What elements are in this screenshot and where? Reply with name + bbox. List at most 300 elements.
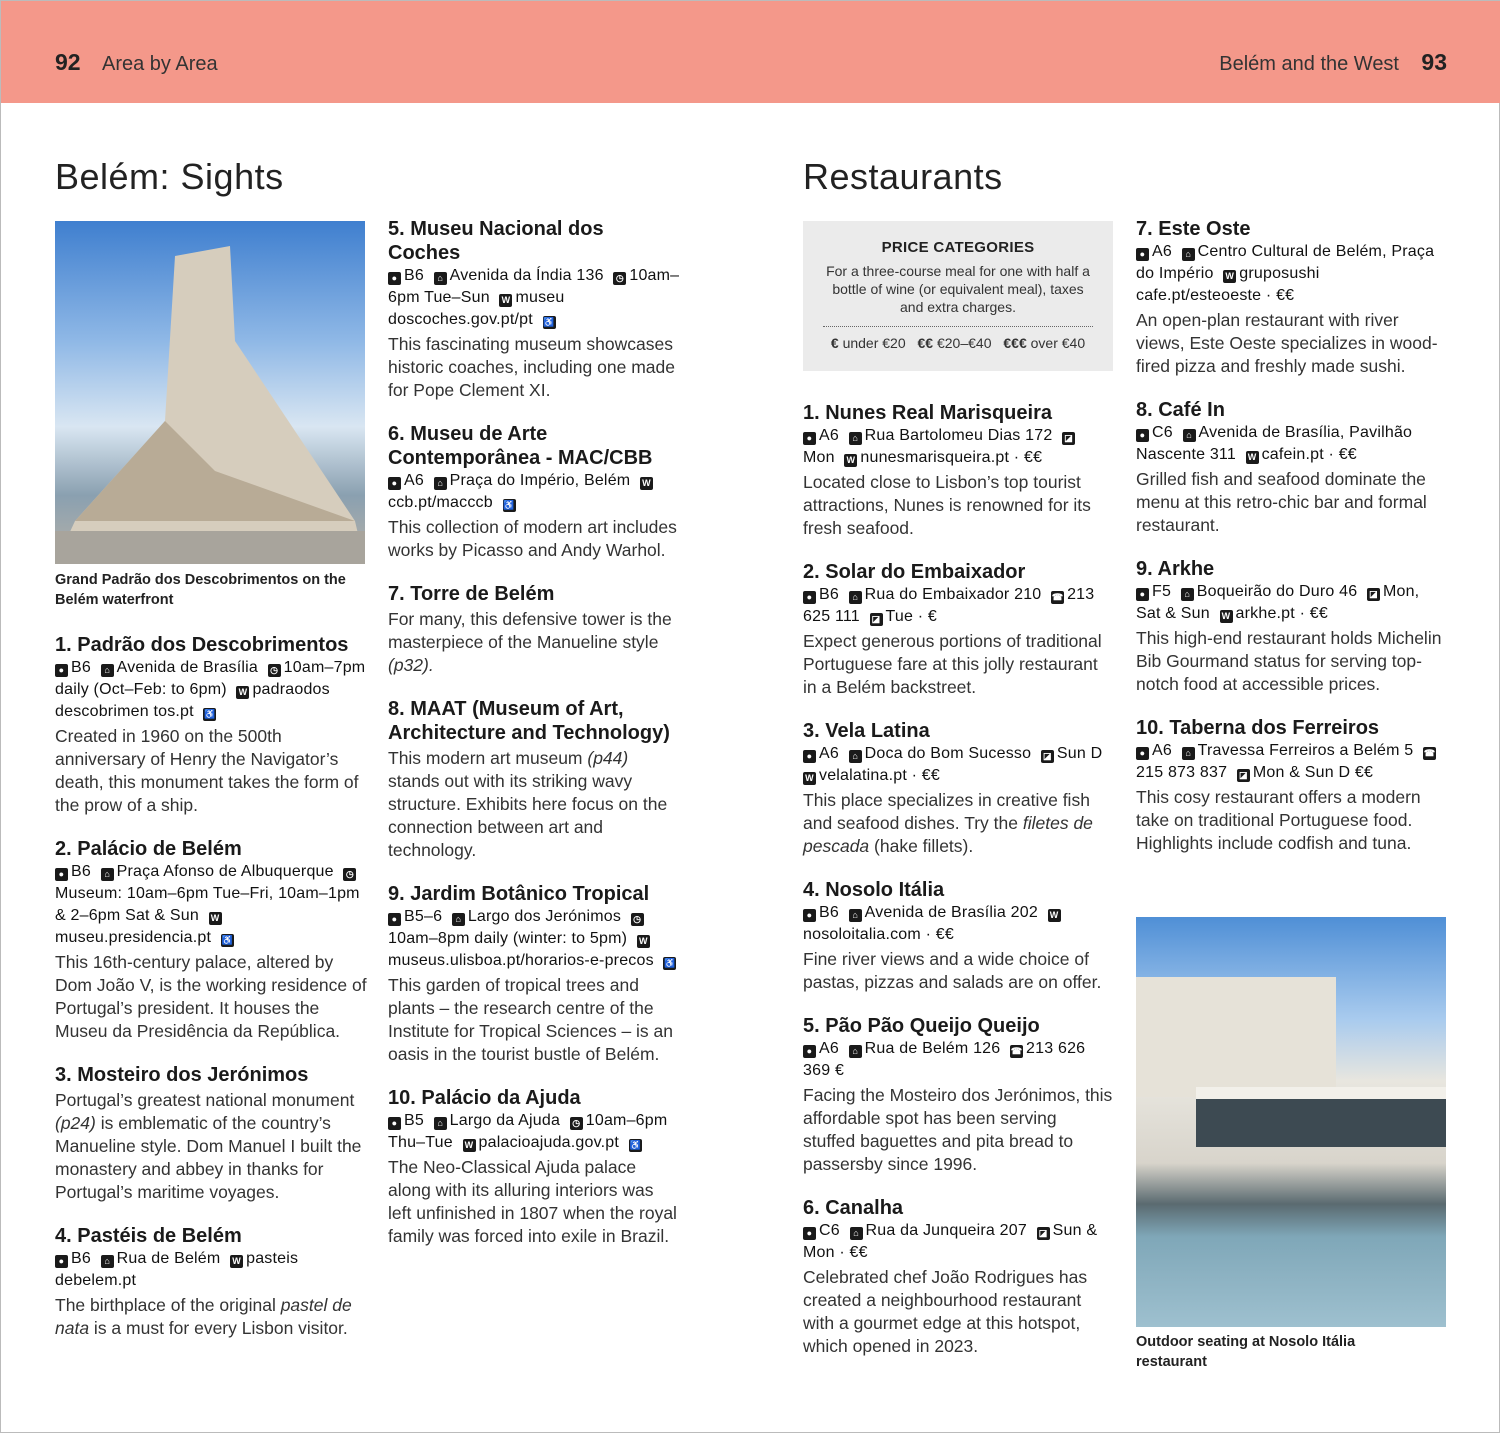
list-item (803, 719, 1113, 858)
description-text: Located close to Lisbon’s top tourist attractions, Nunes is renowned for its fresh seafood. (803, 472, 1091, 538)
clock-text: 10am–8pm daily (winter: to 5pm) (388, 930, 628, 947)
pin-text: A6 (819, 1040, 839, 1057)
map-pin-icon: ● (1136, 248, 1149, 261)
addr-text: Avenida de Brasília, Pavilhão Nascente 311 (1136, 424, 1413, 463)
entry-description (803, 630, 1113, 699)
sights-column-2 (388, 217, 680, 1268)
description-text: Celebrated chef João Rodrigues has created a neighbourhood restaurant with a gourmet edge at this hotspot, which opened in 2023. (803, 1267, 1088, 1356)
address-icon: ⌂ (849, 909, 862, 922)
address-icon: ⌂ (850, 1227, 863, 1240)
list-item (55, 633, 367, 817)
info-pin (388, 1112, 424, 1129)
clock-text: Museum: 10am–6pm Tue–Fri, 10am–1pm & 2–6pm Sat & Sun (55, 885, 360, 924)
address-icon: ⌂ (849, 1045, 862, 1058)
info-addr (849, 904, 1038, 921)
description-text: Created in 1960 on the 500th anniversary of Henry the Navigator’s death, this monument takes the form of the prow of a ship. (55, 726, 359, 815)
closed-icon: ◪ (870, 613, 883, 626)
phone-icon: ☎ (1423, 748, 1436, 758)
list-item (55, 1063, 367, 1204)
description-text: is a must for every Lisbon visitor. (89, 1318, 348, 1338)
entry-title: 2. Palácio de Belém (55, 838, 242, 860)
description-text: The birthplace of the original (55, 1295, 281, 1315)
closed-text: Mon & Sun D €€ (1252, 764, 1374, 781)
addr-text: Rua de Belém (116, 1250, 221, 1267)
addr-text: Doca do Bom Sucesso (864, 745, 1032, 762)
map-pin-icon: ● (803, 750, 816, 763)
phone-text: 213 625 111 (803, 586, 1095, 625)
address-icon: ⌂ (434, 477, 447, 490)
entry-description (1136, 309, 1448, 378)
entry-title: 5. Pão Pão Queijo Queijo (803, 1015, 1040, 1037)
website-icon: W (230, 1255, 243, 1268)
entry-description (388, 1156, 680, 1248)
closed-icon: ◪ (1062, 432, 1075, 445)
entry-info (803, 743, 1113, 787)
addr-text: Rua Bartolomeu Dias 172 (864, 427, 1053, 444)
addr-text: Rua do Embaixador 210 (864, 586, 1042, 603)
list-item (388, 1086, 680, 1248)
list-item (1136, 557, 1448, 696)
website-icon: W (803, 772, 816, 785)
map-pin-icon: ● (803, 909, 816, 922)
entry-title: 7. Torre de Belém (388, 583, 555, 605)
list-item (803, 560, 1113, 699)
info-pin (55, 863, 91, 880)
description-text: This place specializes in creative fish and seafood dishes. Try the (803, 790, 1090, 833)
list-item (803, 401, 1113, 540)
list-item (803, 878, 1113, 994)
addr-text: Centro Cultural de Belém, Praça do Império (1136, 243, 1435, 282)
list-item (1136, 217, 1448, 378)
info-pin (1136, 742, 1172, 759)
info-pin (803, 1040, 839, 1057)
entry-title: 9. Jardim Botânico Tropical (388, 883, 650, 905)
entry-title: 7. Este Oste (1136, 218, 1251, 240)
web-text[interactable]: cafein.pt · €€ (1261, 446, 1357, 463)
map-pin-icon: ● (1136, 747, 1149, 760)
entry-info (55, 657, 367, 723)
address-icon: ⌂ (101, 664, 114, 677)
left-section-title: Area by Area (102, 53, 218, 75)
entry-description (388, 747, 680, 862)
clock-icon: ◷ (631, 913, 644, 926)
description-text: This garden of tropical trees and plants – the research centre of the Institute for Tropical Sciences – is an oasis in the tourist bustle of Belém. (388, 975, 673, 1064)
entry-info (1136, 422, 1448, 466)
entry-description (1136, 786, 1448, 855)
restaurant-illustration (1136, 917, 1446, 1327)
website-icon: W (236, 686, 249, 699)
info-addr (849, 745, 1032, 762)
description-text: This fascinating museum showcases historic coaches, including one made for Pope Clement XI. (388, 334, 675, 400)
description-text: is emblematic of the country’s Manueline style. Dom Manuel I built the monastery and abbey in thanks for Portugal’s maritime voyages. (55, 1113, 362, 1202)
pin-text: B6 (819, 586, 839, 603)
web-text[interactable]: arkhe.pt · €€ (1235, 605, 1328, 622)
entry-description (803, 789, 1113, 858)
description-text: The Neo-Classical Ajuda palace along with its alluring interiors was left unfinished in 1807 when the royal family was forced into exile in Brazil. (388, 1157, 677, 1246)
phone-icon: ☎ (1010, 1046, 1023, 1056)
address-icon: ⌂ (101, 868, 114, 881)
entry-description (55, 951, 367, 1043)
address-icon: ⌂ (1183, 429, 1196, 442)
info-addr (849, 586, 1042, 603)
description-text: (hake fillets). (869, 836, 974, 856)
info-addr (434, 1112, 560, 1129)
description-text: (p44) (587, 748, 629, 768)
pin-text: C6 (1152, 424, 1173, 441)
entry-description (55, 1089, 367, 1204)
info-access (663, 952, 679, 969)
info-web (803, 767, 940, 784)
list-item (803, 1014, 1113, 1176)
closed-icon: ◪ (1037, 1227, 1050, 1240)
info-web (1246, 446, 1357, 463)
sights-photo-caption: Grand Padrão dos Descobrimentos on the Belém waterfront (55, 572, 346, 608)
map-pin-icon: ● (388, 1117, 401, 1130)
address-icon: ⌂ (1182, 248, 1195, 261)
list-item (388, 697, 680, 862)
accessible-icon: ♿ (629, 1140, 641, 1150)
addr-text: Avenida de Brasília (116, 659, 259, 676)
map-pin-icon: ● (803, 432, 816, 445)
clock-icon: ◷ (268, 664, 281, 677)
info-pin (1136, 243, 1172, 260)
address-icon: ⌂ (1182, 747, 1195, 760)
restaurants-column-2 (1136, 217, 1448, 875)
web-text[interactable]: museu.presidencia.pt (55, 929, 212, 946)
entry-title: 3. Mosteiro dos Jerónimos (55, 1064, 309, 1086)
entry-title: 8. MAAT (Museum of Art, Architecture and Technology) (388, 698, 670, 744)
map-pin-icon: ● (388, 913, 401, 926)
web-text[interactable]: museu doscoches.gov.pt/pt (388, 289, 565, 328)
list-item (388, 217, 680, 402)
pin-text: A6 (1152, 742, 1172, 759)
price-range: under €20 (842, 335, 906, 351)
entry-description (388, 333, 680, 402)
pin-text: B6 (71, 659, 91, 676)
restaurants-column-1 (803, 221, 1113, 1378)
entry-info (55, 861, 367, 949)
price-box-title: PRICE CATEGORIES (881, 239, 1035, 256)
info-pin (803, 1222, 840, 1239)
address-icon: ⌂ (434, 1117, 447, 1130)
divider (823, 326, 1093, 327)
description-text: Portugal’s greatest national monument (55, 1090, 355, 1110)
address-icon: ⌂ (849, 591, 862, 604)
address-icon: ⌂ (434, 272, 447, 285)
address-icon: ⌂ (101, 1255, 114, 1268)
list-item (388, 582, 680, 677)
price-symbol: €€€ (1003, 335, 1027, 351)
map-pin-icon: ● (1136, 429, 1149, 442)
addr-text: Boqueirão do Duro 46 (1196, 583, 1358, 600)
pin-text: A6 (1152, 243, 1172, 260)
address-icon: ⌂ (849, 432, 862, 445)
clock-text: 10am–6pm Thu–Tue (388, 1112, 668, 1151)
addr-text: Largo dos Jerónimos (467, 908, 622, 925)
info-pin (803, 904, 839, 921)
pin-text: A6 (819, 427, 839, 444)
web-text[interactable]: ccb.pt/macccb (388, 494, 493, 511)
entry-title: 9. Arkhe (1136, 558, 1215, 580)
entry-title: 4. Pastéis de Belém (55, 1225, 242, 1247)
entry-description (388, 974, 680, 1066)
right-page-number: 93 (1421, 49, 1447, 75)
sights-heading: Belém: Sights (55, 156, 284, 197)
entry-description (1136, 627, 1448, 696)
info-access (629, 1134, 645, 1151)
website-icon: W (844, 454, 857, 467)
description-text: For many, this defensive tower is the masterpiece of the Manueline style (388, 609, 672, 652)
description-text: This modern art museum (388, 748, 588, 768)
clock-text: 10am–7pm daily (Oct–Feb: to 6pm) (55, 659, 366, 698)
entry-info (55, 1248, 367, 1292)
phone-text: 215 873 837 (1136, 764, 1228, 781)
description-text: (p24) (55, 1113, 96, 1133)
description-text: Expect generous portions of traditional Portuguese fare at this jolly restaurant in a Belém backstreet. (803, 631, 1102, 697)
entry-description (803, 471, 1113, 540)
info-web (1220, 605, 1328, 622)
info-pin (803, 427, 839, 444)
list-item (55, 1224, 367, 1340)
web-text[interactable]: padraodos descobrimen tos.pt (55, 681, 330, 720)
list-item (803, 1196, 1113, 1358)
closed-icon: ◪ (1237, 769, 1250, 782)
closed-icon: ◪ (1041, 750, 1054, 763)
info-addr (1182, 742, 1414, 759)
phone-icon: ☎ (1051, 592, 1064, 602)
web-text[interactable]: pasteis debelem.pt (55, 1250, 299, 1289)
map-pin-icon: ● (1136, 588, 1149, 601)
addr-text: Rua de Belém 126 (864, 1040, 1001, 1057)
entry-info (1136, 740, 1448, 784)
description-text: stands out with its striking wavy structure. Exhibits here focus on the connection between art and technology. (388, 771, 668, 860)
list-item (388, 882, 680, 1066)
description-text: This 16th-century palace, altered by Dom João V, is the working residence of Portugal’s president. It houses the Museu da Presidência da República. (55, 952, 367, 1041)
closed-text: Sun D (1056, 745, 1103, 762)
info-addr (101, 863, 334, 880)
web-text[interactable]: nosoloitalia.com · €€ (803, 926, 954, 943)
info-closed (1237, 764, 1373, 781)
info-addr (1181, 583, 1358, 600)
entry-title: 5. Museu Nacional dos Coches (388, 218, 604, 264)
entry-title: 1. Padrão dos Descobrimentos (55, 634, 349, 656)
addr-text: Travessa Ferreiros a Belém 5 (1197, 742, 1414, 759)
entry-title: 8. Café In (1136, 399, 1225, 421)
pin-text: B6 (819, 904, 839, 921)
entry-info (388, 265, 680, 331)
info-access (203, 703, 219, 720)
map-pin-icon: ● (803, 1227, 816, 1240)
entry-title: 6. Canalha (803, 1197, 904, 1219)
map-pin-icon: ● (803, 1045, 816, 1058)
page-header (1, 1, 1500, 103)
description-text: Fine river views and a wide choice of pastas, pizzas and salads are on offer. (803, 949, 1102, 992)
info-pin (803, 745, 839, 762)
website-icon: W (640, 477, 653, 490)
entry-description (388, 516, 680, 562)
map-pin-icon: ● (388, 272, 401, 285)
map-pin-icon: ● (55, 868, 68, 881)
accessible-icon: ♿ (664, 958, 676, 968)
price-symbol: € (830, 335, 839, 351)
map-pin-icon: ● (55, 664, 68, 677)
entry-info (388, 1110, 680, 1154)
info-pin (388, 908, 442, 925)
description-text: This high-end restaurant holds Michelin Bib Gourmand status for serving top-notch food at accessible prices. (1136, 628, 1442, 694)
description-text: An open-plan restaurant with river views, Este Oeste specializes in wood-fired pizza and freshly made sushi. (1136, 310, 1438, 376)
entry-info (1136, 581, 1448, 625)
info-pin (1136, 583, 1171, 600)
info-pin (388, 267, 424, 284)
list-item (388, 422, 680, 562)
list-item (1136, 398, 1448, 537)
info-pin (1136, 424, 1173, 441)
description-text: filetes de pescada (803, 813, 1093, 856)
restaurants-heading: Restaurants (803, 156, 1003, 197)
info-addr (850, 1222, 1027, 1239)
addr-text: Rua da Junqueira 207 (865, 1222, 1027, 1239)
info-web (844, 449, 1042, 466)
entry-title: 2. Solar do Embaixador (803, 561, 1026, 583)
clock-icon: ◷ (343, 868, 356, 881)
description-text: Grilled fish and seafood dominate the menu at this retro-chic bar and formal restaurant. (1136, 469, 1427, 535)
info-addr (849, 427, 1053, 444)
pin-text: C6 (819, 1222, 840, 1239)
pin-text: B5–6 (404, 908, 443, 925)
entry-description (803, 948, 1113, 994)
monument-illustration (55, 221, 365, 564)
description-text: This cosy restaurant offers a modern take on traditional Portuguese food. Highlights include codfish and tuna. (1136, 787, 1421, 853)
info-pin (55, 1250, 91, 1267)
pin-text: A6 (819, 745, 839, 762)
description-text: This collection of modern art includes works by Picasso and Andy Warhol. (388, 517, 677, 560)
sights-column-1 (55, 633, 367, 1360)
entry-description (388, 608, 680, 677)
info-addr (452, 908, 621, 925)
accessible-icon: ♿ (503, 500, 515, 510)
closed-text: Mon, Sat & Sun (1136, 583, 1420, 622)
map-pin-icon: ● (55, 1255, 68, 1268)
addr-text: Praça Afonso de Albuquerque (116, 863, 334, 880)
price-range: €20–€40 (936, 335, 992, 351)
web-text[interactable]: museus.ulisboa.pt/horarios-e-precos (388, 952, 654, 969)
info-access (503, 494, 519, 511)
entry-title: 4. Nosolo Itália (803, 879, 945, 901)
info-closed (870, 608, 938, 625)
entry-title: 1. Nunes Real Marisqueira (803, 402, 1052, 424)
addr-text: Praça do Império, Belém (449, 472, 631, 489)
entry-info (388, 470, 680, 514)
entry-description (55, 1294, 367, 1340)
web-text[interactable]: velalatina.pt · €€ (819, 767, 941, 784)
website-icon: W (463, 1139, 476, 1152)
info-addr (101, 1250, 221, 1267)
map-pin-icon: ● (388, 477, 401, 490)
pin-text: B6 (71, 863, 91, 880)
pin-text: B6 (404, 267, 424, 284)
website-icon: W (637, 935, 650, 948)
website-icon: W (1223, 270, 1236, 283)
info-addr (101, 659, 258, 676)
address-icon: ⌂ (849, 750, 862, 763)
description-text: (p32). (388, 655, 434, 675)
info-web (463, 1134, 620, 1151)
closed-icon: ◪ (1367, 588, 1380, 601)
pin-text: B5 (404, 1112, 424, 1129)
entry-title: 3. Vela Latina (803, 720, 930, 742)
description-text: Facing the Mosteiro dos Jerónimos, this affordable spot has been serving stuffed baguettes and pita bread to passersby since 1996. (803, 1085, 1113, 1174)
accessible-icon: ♿ (221, 935, 233, 945)
web-text[interactable]: palacioajuda.gov.pt (478, 1134, 620, 1151)
web-text[interactable]: gruposushi cafe.pt/esteoeste · €€ (1136, 265, 1320, 304)
entry-title: 10. Taberna dos Ferreiros (1136, 717, 1380, 739)
clock-icon: ◷ (613, 272, 626, 285)
entry-description (803, 1266, 1113, 1358)
right-section-title: Belém and the West (1219, 53, 1399, 75)
entry-description (803, 1084, 1113, 1176)
description-text: pastel de nata (55, 1295, 352, 1338)
entry-description (55, 725, 367, 817)
entry-info (388, 906, 680, 972)
closed-text: Mon (803, 449, 835, 466)
phone-text: 213 626 369 € (803, 1040, 1086, 1079)
entry-title: 10. Palácio da Ajuda (388, 1087, 581, 1109)
info-access (543, 311, 559, 328)
price-box-text: For a three-course meal for one with half a bottle of wine (or equivalent meal), taxes and extra charges. (826, 263, 1090, 315)
info-addr (434, 472, 631, 489)
price-range: over €40 (1030, 335, 1086, 351)
entry-title: 6. Museu de Arte Contemporânea - MAC/CBB (388, 423, 653, 469)
address-icon: ⌂ (1181, 588, 1194, 601)
web-text[interactable]: nunesmarisqueira.pt · €€ (860, 449, 1043, 466)
map-pin-icon: ● (803, 591, 816, 604)
nosolo-photo (1136, 917, 1446, 1327)
clock-text: 10am–6pm Tue–Sun (388, 267, 680, 306)
website-icon: W (1246, 451, 1259, 464)
info-pin (803, 586, 839, 603)
restaurants-photo-caption: Outdoor seating at Nosolo Itália restaurant (1136, 1334, 1356, 1370)
info-pin (55, 659, 91, 676)
info-access (221, 929, 237, 946)
padrao-photo (55, 221, 365, 564)
closed-text: Tue · € (885, 608, 938, 625)
addr-text: Avenida de Brasília 202 (864, 904, 1038, 921)
pin-text: F5 (1152, 583, 1172, 600)
info-addr (849, 1040, 1001, 1057)
entry-description (1136, 468, 1448, 537)
list-item (55, 837, 367, 1043)
price-categories-box (803, 221, 1113, 371)
entry-info (803, 1220, 1113, 1264)
entry-info (803, 584, 1113, 628)
website-icon: W (499, 294, 512, 307)
accessible-icon: ♿ (204, 709, 216, 719)
website-icon: W (1048, 909, 1061, 922)
closed-text: Sun & Mon · €€ (803, 1222, 1098, 1261)
pin-text: B6 (71, 1250, 91, 1267)
entry-info (803, 902, 1113, 946)
addr-text: Avenida da Índia 136 (449, 267, 604, 284)
address-icon: ⌂ (452, 913, 465, 926)
entry-info (803, 1038, 1113, 1082)
pin-text: A6 (404, 472, 424, 489)
addr-text: Largo da Ajuda (449, 1112, 561, 1129)
website-icon: W (209, 912, 222, 925)
left-page-number: 92 (55, 49, 81, 75)
website-icon: W (1220, 610, 1233, 623)
entry-info (1136, 241, 1448, 307)
entry-info (803, 425, 1113, 469)
